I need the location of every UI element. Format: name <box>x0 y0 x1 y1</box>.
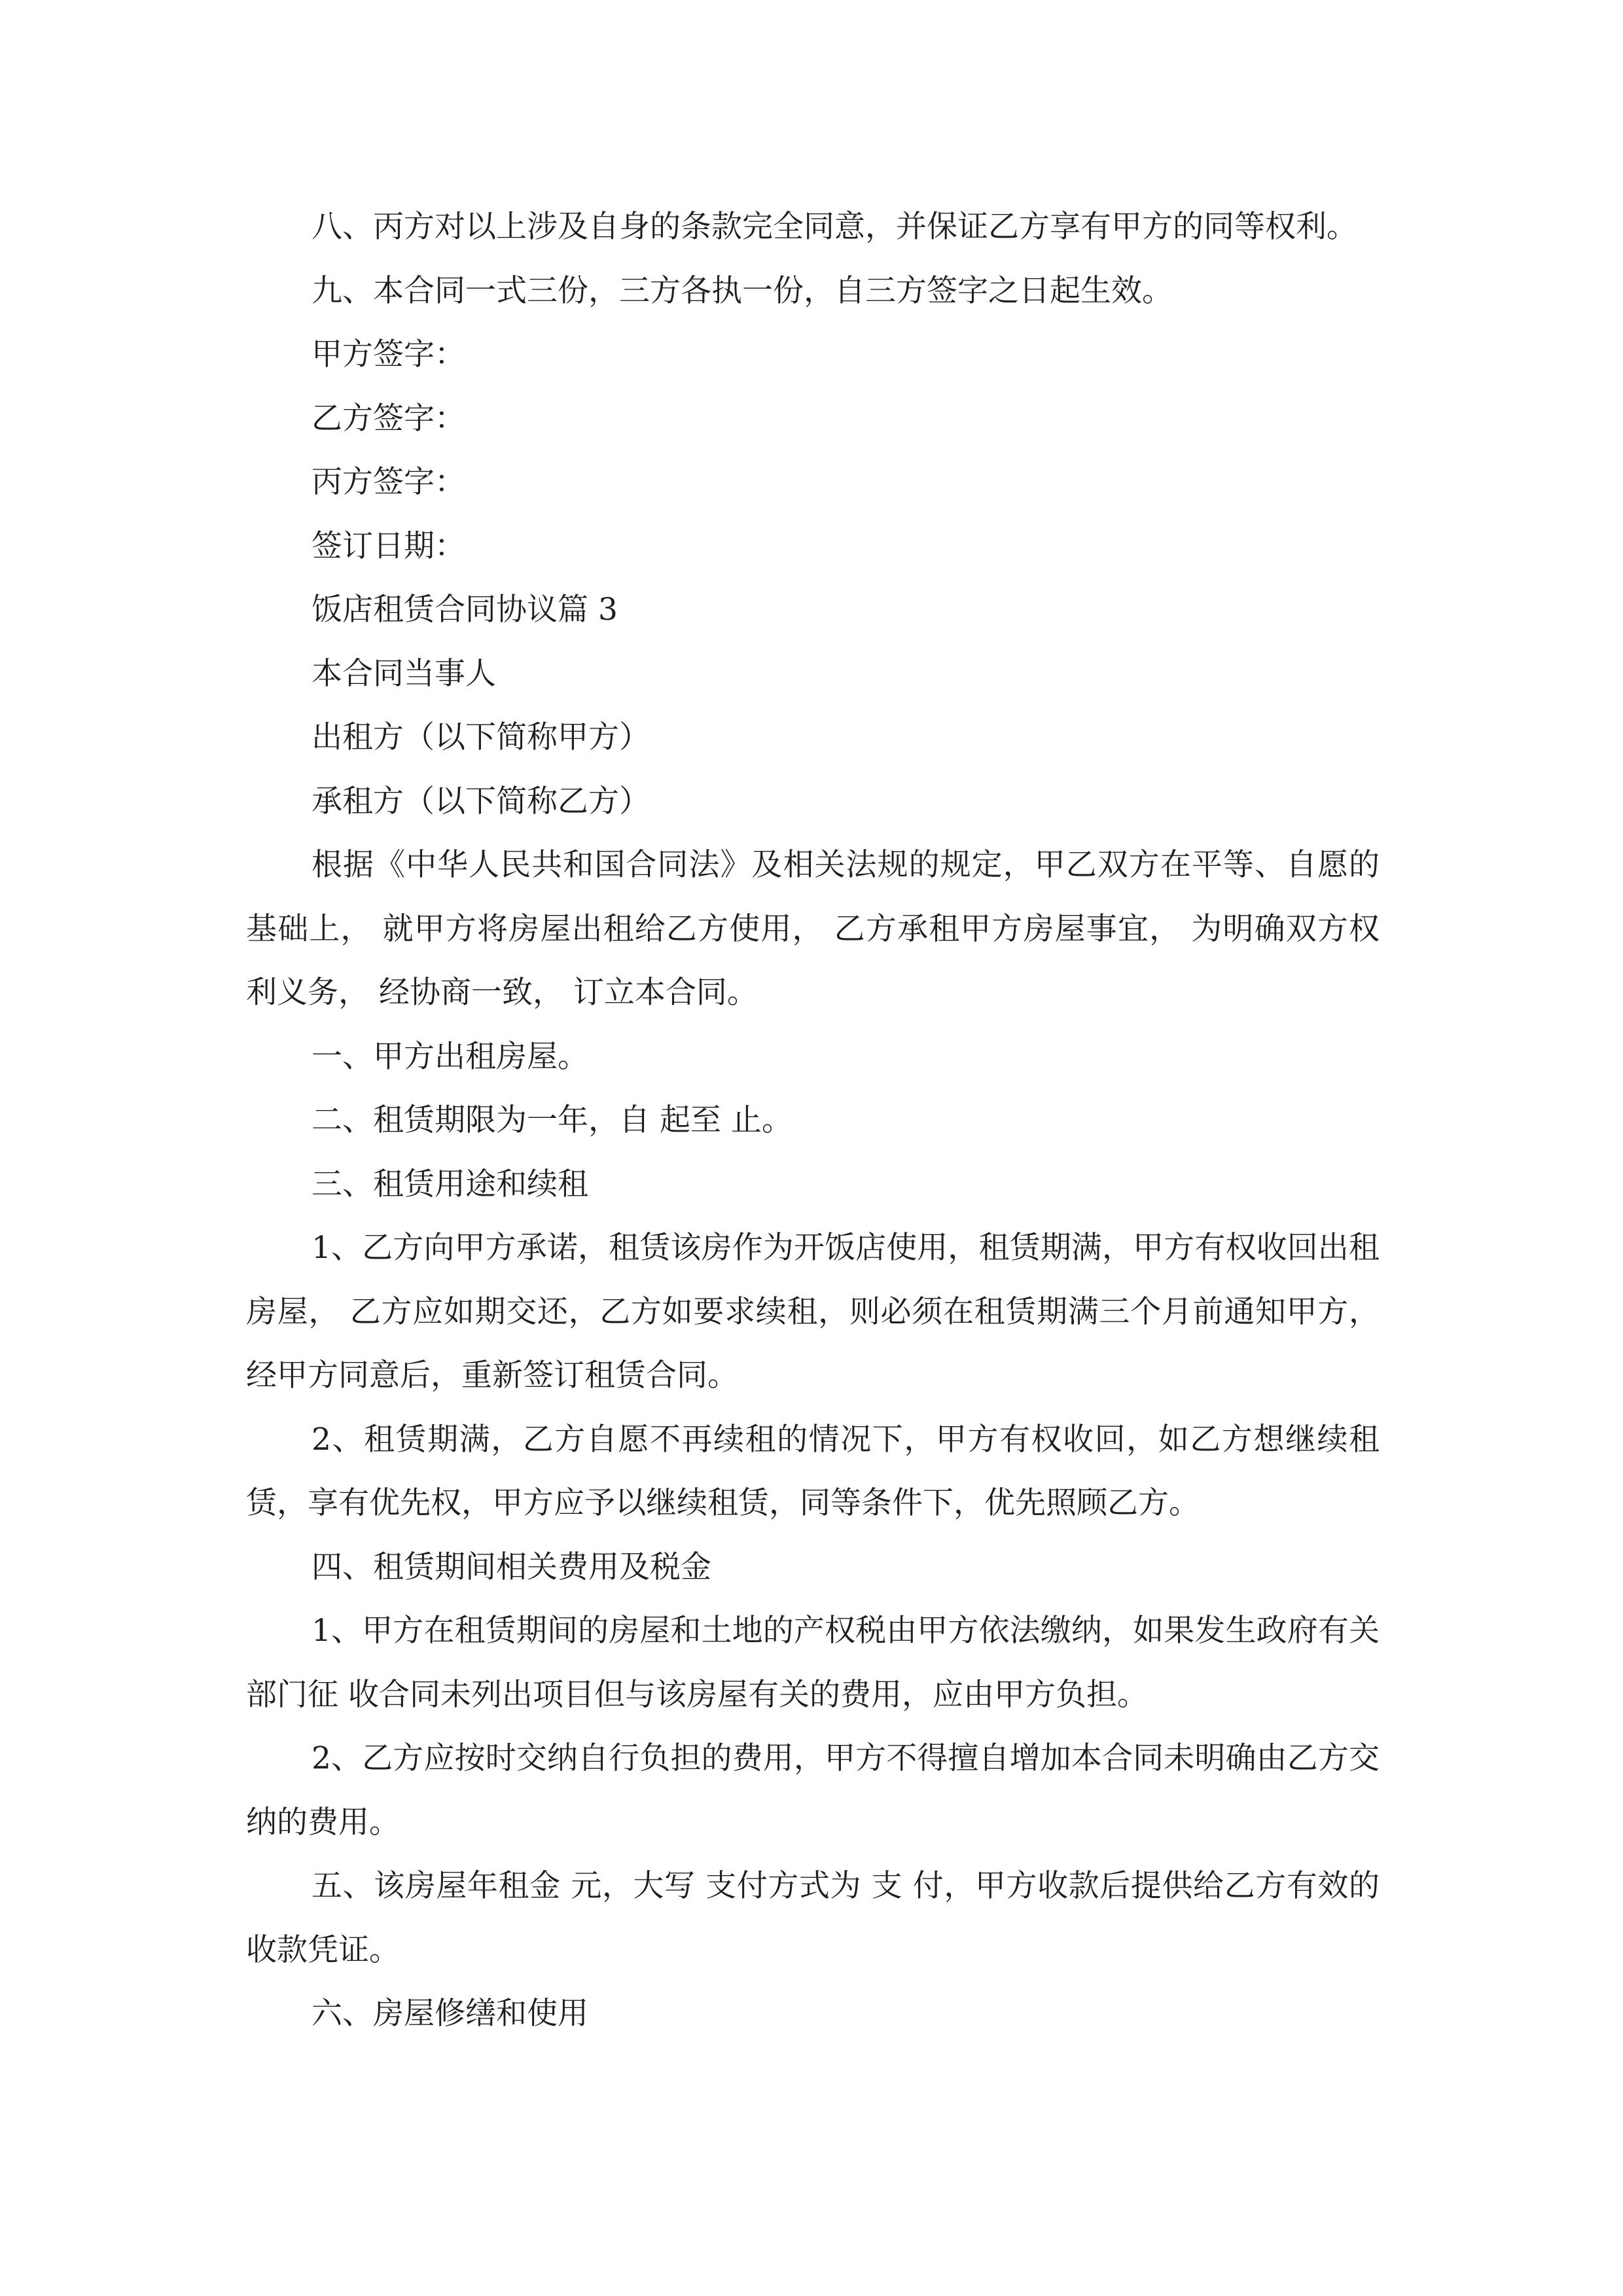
paragraph-clause-9: 九、本合同一式三份，三方各执一份，自三方签字之日起生效。 <box>312 272 1173 309</box>
parties-heading: 本合同当事人 <box>312 655 496 692</box>
paragraph-clause-8: 八、丙方对以上涉及自身的条款完全同意，并保证乙方享有甲方的同等权利。 <box>312 209 1357 245</box>
lessor-line: 出租方（以下简称甲方） <box>312 719 650 755</box>
clause-1: 一、甲方出租房屋。 <box>312 1038 588 1075</box>
signature-party-c: 丙方签字： <box>312 464 465 500</box>
clause-6-heading: 六、房屋修缮和使用 <box>312 1996 588 2032</box>
preamble-paragraph: 根据《中华人民共和国合同法》及相关法规的规定，甲乙双方在平等、自愿的基础上， 就甲方将房屋出租给乙方使用， 乙方承租甲方房屋事宜， 为明确双方权利义务， 经协商一致， 订立本合同。 <box>246 847 1380 1011</box>
clause-3-heading: 三、租赁用途和续租 <box>312 1166 588 1202</box>
clause-3-item-1: 1、乙方向甲方承诺，租赁该房作为开饭店使用，租赁期满，甲方有权收回出租房屋， 乙方应如期交还，乙方如要求续租，则必须在租赁期满三个月前通知甲方，经甲方同意后，重新签订租赁合同。 <box>246 1230 1380 1393</box>
signature-party-a: 甲方签字： <box>312 336 465 372</box>
clause-5: 五、该房屋年租金 元，大写 支付方式为 支 付，甲方收款后提供给乙方有效的收款凭证。 <box>246 1868 1380 1968</box>
signature-party-b: 乙方签字： <box>312 400 465 437</box>
clause-2: 二、租赁期限为一年，自 起至 止。 <box>312 1102 793 1138</box>
clause-4-item-2: 2、乙方应按时交纳自行负担的费用，甲方不得擅自增加本合同未明确由乙方交纳的费用。 <box>246 1740 1380 1840</box>
clause-3-item-2: 2、租赁期满，乙方自愿不再续租的情况下，甲方有权收回，如乙方想继续租赁，享有优先权，甲方应予以继续租赁，同等条件下，优先照顾乙方。 <box>246 1421 1380 1521</box>
lessee-line: 承租方（以下简称乙方） <box>312 783 650 819</box>
document-body <box>246 195 1380 2046</box>
clause-4-item-1: 1、甲方在租赁期间的房屋和土地的产权税由甲方依法缴纳，如果发生政府有关部门征 收合同未列出项目但与该房屋有关的费用，应由甲方负担。 <box>246 1613 1380 1713</box>
signing-date: 签订日期： <box>312 528 465 564</box>
section-title: 饭店租赁合同协议篇 3 <box>312 592 618 628</box>
clause-4-heading: 四、租赁期间相关费用及税金 <box>312 1549 711 1585</box>
